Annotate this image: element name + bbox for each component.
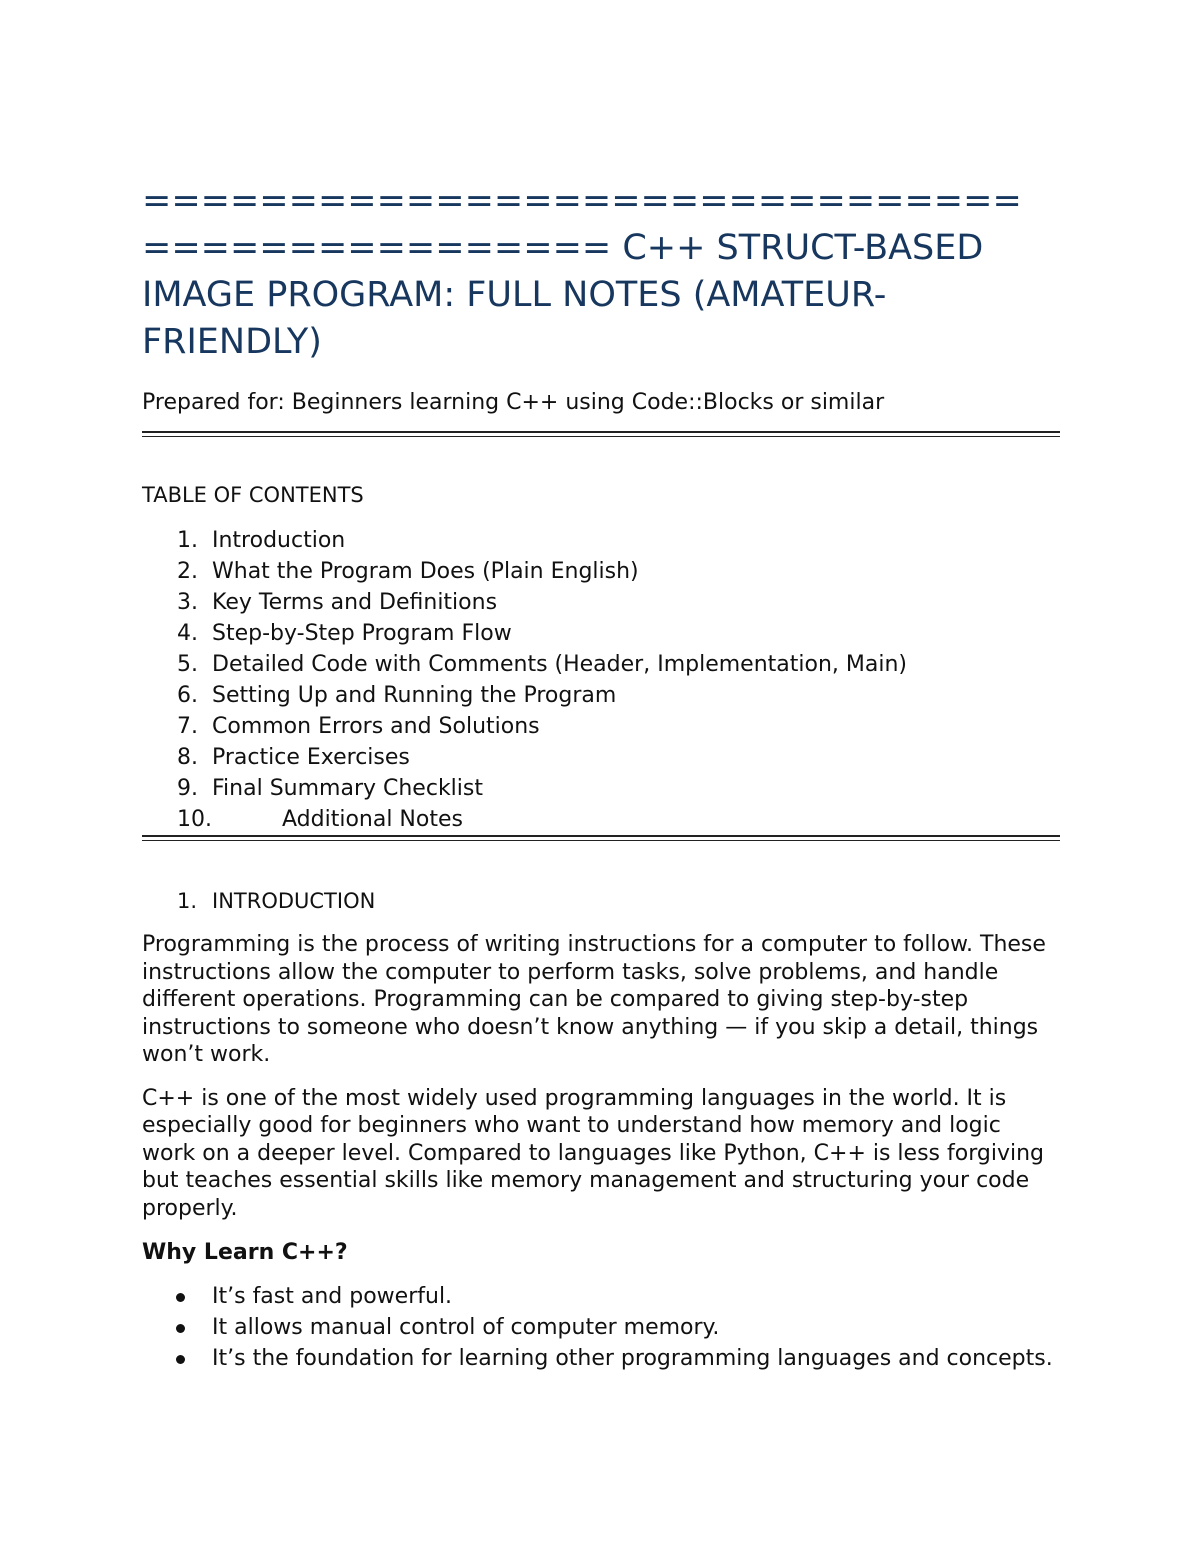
list-item [142,1283,1060,1311]
toc-item-number: 2. [177,559,198,584]
toc-item-label: Practice Exercises [212,745,410,770]
title-line: FRIENDLY) [142,322,322,362]
toc-item-number: 4. [177,621,198,646]
toc-item-label: Final Summary Checklist [212,776,483,801]
toc-item-label: Key Terms and Definitions [212,590,498,615]
list-item-text: It allows manual control of computer memory. [212,1315,720,1340]
document-page [142,178,1060,1376]
toc-item-number: 6. [177,683,198,708]
intro-paragraph: Programming is the process of writing instructions for a computer to follow. These instructions allow the computer to perform tasks, solve problems, and handle different operations. Programming can be compared to giving step-by-step instructions to someone who doesn’t know anything — if you skip a detail, things won’t work. [142,932,1046,1067]
toc-item [142,773,1060,804]
toc-item [142,649,1060,680]
list-item-text: It’s fast and powerful. [212,1284,453,1309]
toc-item-number: 3. [177,590,198,615]
toc-item-number: 1. [177,528,198,553]
document-subtitle: Prepared for: Beginners learning C++ using Code::Blocks or similar [142,390,885,415]
toc-item [142,804,1060,835]
bullet-icon [176,1324,185,1333]
toc-item [142,742,1060,773]
list-item-text: It’s the foundation for learning other programming languages and concepts. [212,1346,1053,1371]
toc-item-label: Introduction [212,528,346,553]
toc-item-number: 5. [177,652,198,677]
toc-item-number: 9. [177,776,198,801]
title-rule-line: ============================== [142,181,1022,221]
list-item [142,1345,1060,1373]
toc-item [142,587,1060,618]
toc-item [142,680,1060,711]
section-divider [142,835,1060,841]
toc-item-label: Step-by-Step Program Flow [212,621,512,646]
document-title [142,178,1060,366]
title-line: ================ C++ STRUCT-BASED [142,228,984,268]
toc-item [142,556,1060,587]
section-divider [142,431,1060,437]
bullet-icon [176,1293,185,1302]
title-line: IMAGE PROGRAM: FULL NOTES (AMATEUR- [142,275,887,315]
toc-heading: TABLE OF CONTENTS [142,483,364,507]
list-item [142,1314,1060,1342]
why-learn-heading: Why Learn C++? [142,1240,348,1265]
toc-item-label: Detailed Code with Comments (Header, Implementation, Main) [212,652,907,677]
toc-item-label: What the Program Does (Plain English) [212,559,639,584]
toc-item-label: Additional Notes [282,807,463,832]
section-title: INTRODUCTION [212,889,376,913]
section-number: 1. [177,889,198,913]
bullet-icon [176,1355,185,1364]
toc-item-label: Setting Up and Running the Program [212,683,617,708]
toc-item [142,525,1060,556]
why-learn-list [142,1283,1060,1373]
intro-paragraph: C++ is one of the most widely used programming languages in the world. It is especially good for beginners who want to understand how memory and logic work on a deeper level. Compared to languages like Python, C++ is less forgiving but teaches essential skills like memory management and structuring your code properly. [142,1085,1044,1221]
toc-item [142,711,1060,742]
toc-item-number: 8. [177,745,198,770]
toc-item-number: 7. [177,714,198,739]
toc-item-number: 10. [177,807,212,832]
toc-item-label: Common Errors and Solutions [212,714,540,739]
section-heading-introduction [142,887,1060,915]
table-of-contents [142,525,1060,835]
toc-item [142,618,1060,649]
